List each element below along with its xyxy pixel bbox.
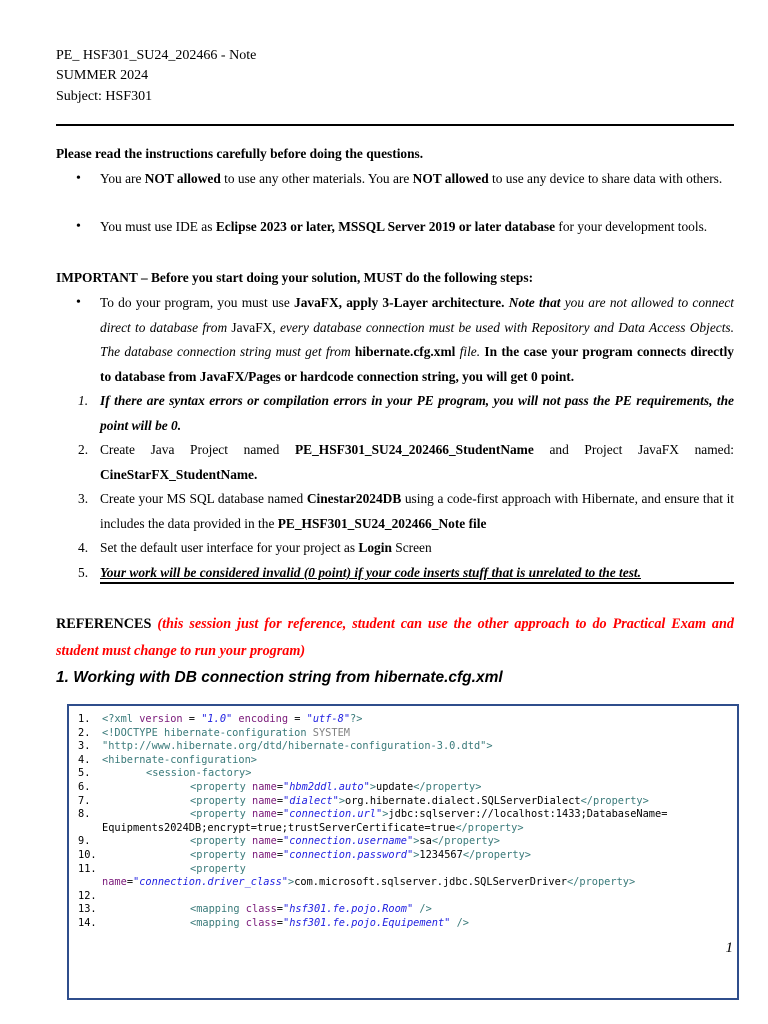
important-bullet-javafx: To do your program, you must use JavaFX, apply 3-Layer architecture. Note that you are not allowed to connect direct to database from JavaFX, every database connection must be used with Repository and Data Access Objects. The database connection string must get from hibernate.cfg.xml file. In the case your program connects directly to database from JavaFX/Pages or hardcode connection string, you will get 0 point. bbox=[100, 295, 735, 384]
bullet-icon: • bbox=[76, 295, 81, 310]
code-line: 12. bbox=[78, 889, 97, 902]
code-line: 9. <property name="connection.username">sa</property> bbox=[78, 835, 501, 848]
code-line: 10. <property name="connection.password">1234567</property> bbox=[78, 848, 532, 861]
important-item-create-project: Create Java Project named PE_HSF301_SU24_202466_StudentName and Project JavaFX named: CineStarFX_StudentName. bbox=[100, 442, 734, 482]
references-label: REFERENCES bbox=[56, 616, 152, 632]
code-line: 14. <mapping class="hsf301.fe.pojo.Equipement" /> bbox=[78, 916, 469, 929]
code-line: 8. <property name="connection.url">jdbc:sqlserver://localhost:1433;DatabaseName= bbox=[78, 808, 668, 821]
code-line: 1. <?xml version = "1.0" encoding = "utf-8"?> bbox=[78, 713, 363, 725]
references-block bbox=[56, 611, 734, 665]
bullet-icon: • bbox=[76, 171, 81, 186]
instructions-heading: Please read the instructions carefully before doing the questions. bbox=[56, 146, 424, 161]
bullet-icon: • bbox=[76, 219, 81, 234]
code-listing bbox=[78, 713, 730, 931]
section-title: 1. Working with DB connection string from hibernate.cfg.xml bbox=[56, 669, 503, 686]
page-number: 1 bbox=[725, 940, 733, 956]
important-item-create-database: Create your MS SQL database named Cinestar2024DB using a code-first approach with Hibernate, and ensure that it includes the data provided in the PE_HSF301_SU24_202466_Note file bbox=[100, 491, 735, 531]
code-line: 3. "http://www.hibernate.org/dtd/hibernate-configuration-3.0.dtd"> bbox=[78, 740, 493, 753]
document-title: PE_ HSF301_SU24_202466 - Note bbox=[56, 48, 257, 63]
code-line: 5. <session-factory> bbox=[78, 767, 252, 780]
instruction-bullet-ide: You must use IDE as Eclipse 2023 or later, MSSQL Server 2019 or later database for your development tools. bbox=[100, 219, 708, 234]
code-line: Equipments2024DB;encrypt=true;trustServerCertificate=true</property> bbox=[102, 821, 524, 834]
important-item-compile-errors: If there are syntax errors or compilation errors in your PE program, you will not pass the PE requirements, the point will be 0. bbox=[100, 393, 734, 433]
references-note: (this session just for reference, student can use the other approach to do Practical Exam and student must change to run your program) bbox=[56, 616, 735, 659]
instruction-bullet-materials: You are NOT allowed to use any other materials. You are NOT allowed to use any device to share data with others. bbox=[100, 171, 723, 186]
semester-label: SUMMER 2024 bbox=[56, 68, 149, 83]
code-line: 7. <property name="dialect">org.hibernate.dialect.SQLServerDialect</property> bbox=[78, 794, 649, 807]
code-line: 13. <mapping class="hsf301.fe.pojo.Room" /> bbox=[78, 903, 432, 916]
code-line: 11. <property bbox=[78, 862, 246, 875]
important-heading: IMPORTANT – Before you start doing your solution, MUST do the following steps: bbox=[56, 270, 534, 285]
item-underline-rule bbox=[100, 582, 734, 584]
header-divider bbox=[56, 124, 734, 126]
list-number: 3. bbox=[78, 491, 89, 506]
code-line: 2. <!DOCTYPE hibernate-configuration SYSTEM bbox=[78, 726, 350, 739]
code-line: 4. <hibernate-configuration> bbox=[78, 753, 257, 766]
list-number: 4. bbox=[78, 540, 89, 555]
important-item-login-screen: Set the default user interface for your project as Login Screen bbox=[100, 540, 432, 555]
subject-label: Subject: HSF301 bbox=[56, 89, 153, 104]
code-line: name="connection.driver_class">com.microsoft.sqlserver.jdbc.SQLServerDriver</property> bbox=[102, 876, 636, 889]
list-number: 1. bbox=[78, 393, 89, 408]
list-number: 2. bbox=[78, 442, 89, 457]
list-number: 5. bbox=[78, 565, 89, 580]
important-item-invalid-work: Your work will be considered invalid (0 point) if your code inserts stuff that is unrelated to the test. bbox=[100, 565, 641, 580]
code-line: 6. <property name="hbm2ddl.auto">update</property> bbox=[78, 780, 482, 793]
